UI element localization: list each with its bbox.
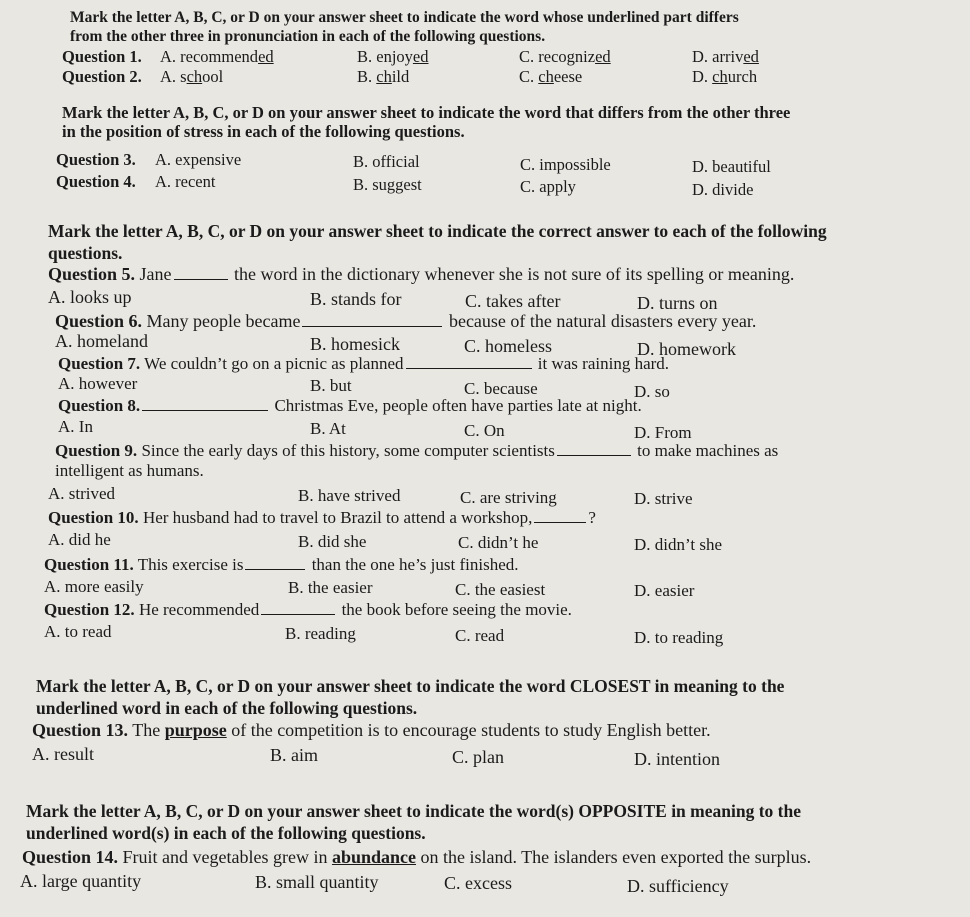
option-text: ool: [202, 67, 224, 86]
question-13: [32, 720, 711, 741]
question-text: He recommended: [138, 600, 260, 619]
q5-option-a: A. looks up: [48, 287, 132, 307]
q6-option-c: C. homeless: [464, 336, 552, 356]
option-text: urch: [727, 67, 758, 86]
q12-option-c: C. read: [455, 626, 505, 645]
q4-option-b: B. suggest: [353, 175, 422, 194]
question-11: [44, 555, 519, 575]
question-text: The: [132, 720, 161, 740]
question-4: [56, 172, 136, 192]
question-label: Question 2.: [62, 67, 142, 86]
question-text: because of the natural disasters every year.: [448, 311, 757, 331]
question-10: [48, 508, 596, 528]
q9-option-a: A. strived: [48, 484, 116, 503]
question-label: Question 1.: [62, 47, 142, 66]
question-text: the book before seeing the movie.: [341, 600, 572, 619]
q6-option-d: D. homework: [637, 339, 736, 359]
question-label: Question 12.: [44, 600, 135, 619]
answer-blank: [406, 367, 532, 369]
q14-option-a: A. large quantity: [20, 871, 142, 891]
underlined-word: purpose: [164, 720, 227, 740]
q11-option-c: C. the easiest: [455, 580, 546, 599]
question-label: Question 7.: [58, 354, 141, 373]
q7-option-a: A. however: [58, 374, 138, 393]
question-7: [58, 354, 669, 374]
q10-option-b: B. did she: [298, 532, 367, 551]
option-text: D.: [692, 67, 713, 86]
q10-option-c: C. didn’t he: [458, 533, 539, 552]
section2-instruction-line2: in the position of stress in each of the following questions.: [62, 122, 465, 141]
q10-option-a: A. did he: [48, 530, 111, 549]
q12-option-a: A. to read: [44, 622, 112, 641]
question-text: on the island. The islanders even exported the surplus.: [420, 847, 812, 867]
q3-option-b: B. official: [353, 152, 420, 171]
q4-option-d: D. divide: [692, 180, 754, 199]
question-label: Question 11.: [44, 555, 134, 574]
question-8: [58, 396, 642, 416]
underlined-part: ch: [712, 67, 728, 86]
underlined-part: ed: [595, 47, 611, 66]
section4-instruction-line1: Mark the letter A, B, C, or D on your answer sheet to indicate the word CLOSEST in meaning to the: [36, 676, 785, 696]
section1-instruction-line1: Mark the letter A, B, C, or D on your answer sheet to indicate the word whose underlined part differs: [70, 9, 739, 26]
q6-option-a: A. homeland: [55, 331, 148, 351]
question-text: Fruit and vegetables grew in: [122, 847, 328, 867]
q4-option-a: A. recent: [155, 172, 216, 191]
q9-option-b: B. have strived: [298, 486, 401, 505]
section5-instruction: [26, 800, 801, 844]
q1-option-b: [357, 47, 429, 67]
answer-blank: [261, 613, 335, 615]
question-text: ?: [588, 508, 596, 527]
section5-instruction-line1: Mark the letter A, B, C, or D on your answer sheet to indicate the word(s) OPPOSITE in meaning to the: [26, 801, 801, 821]
q10-option-d: D. didn’t she: [634, 535, 722, 554]
option-text: A. s: [160, 67, 187, 86]
option-text: ild: [391, 67, 410, 86]
answer-blank: [142, 409, 268, 411]
underlined-part: ch: [376, 67, 392, 86]
q8-option-b: B. At: [310, 419, 346, 438]
question-text: Her husband had to travel to Brazil to attend a workshop,: [142, 508, 533, 527]
question-text: Christmas Eve, people often have parties late at night.: [274, 396, 642, 415]
q13-option-a: A. result: [32, 744, 94, 764]
q8-option-c: C. On: [464, 421, 505, 440]
q4-option-c: C. apply: [520, 177, 576, 196]
question-text: than the one he’s just finished.: [311, 555, 519, 574]
question-12: [44, 600, 572, 620]
section1-instruction: [70, 8, 739, 46]
answer-blank: [245, 568, 305, 570]
option-text: C. recogniz: [519, 47, 596, 66]
option-text: B.: [357, 67, 377, 86]
section2-instruction: [62, 103, 790, 141]
question-label: Question 14.: [22, 847, 119, 867]
q8-option-a: A. In: [58, 417, 93, 436]
option-text: D. arriv: [692, 47, 744, 66]
q7-option-c: C. because: [464, 379, 538, 398]
q14-option-b: B. small quantity: [255, 872, 379, 892]
q11-option-a: A. more easily: [44, 577, 144, 596]
q13-option-b: B. aim: [270, 745, 318, 765]
question-text: This exercise is: [137, 555, 244, 574]
section3-instruction-line2: questions.: [48, 243, 123, 263]
underlined-part: ed: [412, 47, 429, 66]
question-label: Question 4.: [56, 172, 136, 191]
question-1: [62, 47, 142, 67]
underlined-part: ed: [743, 47, 759, 66]
q1-option-a: [160, 47, 274, 67]
q13-option-c: C. plan: [452, 747, 504, 767]
underlined-word: abundance: [331, 847, 417, 867]
q9-option-d: D. strive: [634, 489, 693, 508]
question-label: Question 6.: [55, 311, 143, 331]
section3-instruction-line1: Mark the letter A, B, C, or D on your answer sheet to indicate the correct answer to each of the following: [48, 221, 827, 241]
question-text: We couldn’t go on a picnic as planned: [144, 354, 404, 373]
question-3: [56, 150, 136, 170]
q8-option-d: D. From: [634, 423, 692, 442]
section3-instruction: [48, 220, 827, 264]
answer-blank: [534, 521, 586, 523]
q14-option-d: D. sufficiency: [627, 876, 729, 896]
question-label: Question 13.: [32, 720, 129, 740]
q2-option-b: [357, 67, 409, 87]
q14-option-c: C. excess: [444, 873, 512, 893]
q3-option-c: C. impossible: [520, 155, 611, 174]
option-text: B. enjoy: [357, 47, 413, 66]
question-label: Question 8.: [58, 396, 141, 415]
q7-option-b: B. but: [310, 376, 352, 395]
underlined-part: ed: [258, 47, 274, 66]
underlined-part: ch: [186, 67, 203, 86]
q9-option-c: C. are striving: [460, 488, 557, 507]
q6-option-b: B. homesick: [310, 334, 400, 354]
q13-option-d: D. intention: [634, 749, 720, 769]
question-5: [48, 264, 794, 285]
section5-instruction-line2: underlined word(s) in each of the following questions.: [26, 823, 426, 843]
section4-instruction: [36, 675, 784, 719]
q3-option-a: A. expensive: [155, 150, 242, 169]
question-label: Question 3.: [56, 150, 136, 169]
option-text: eese: [553, 67, 583, 86]
section4-instruction-line2: underlined word in each of the following questions.: [36, 698, 418, 718]
answer-blank: [174, 278, 228, 280]
question-text: to make machines as: [637, 441, 779, 460]
underlined-part: ch: [538, 67, 554, 86]
q7-option-d: D. so: [634, 382, 670, 401]
answer-blank: [557, 454, 631, 456]
q12-option-d: D. to reading: [634, 628, 724, 647]
section1-instruction-line2: from the other three in pronunciation in each of the following questions.: [70, 28, 546, 45]
question-9: [55, 441, 778, 461]
q1-option-c: [519, 47, 611, 67]
option-text: C.: [519, 67, 539, 86]
question-14: [22, 847, 811, 868]
q11-option-d: D. easier: [634, 581, 695, 600]
question-text: Many people became: [146, 311, 301, 331]
q2-option-c: [519, 67, 582, 87]
q2-option-a: [160, 67, 223, 87]
q5-option-b: B. stands for: [310, 289, 402, 309]
question-text: Since the early days of this history, some computer scientists: [141, 441, 555, 460]
section2-instruction-line1: Mark the letter A, B, C, or D on your answer sheet to indicate the word that differs from the other three: [62, 103, 791, 122]
question-text: it was raining hard.: [537, 354, 670, 373]
question-label: Question 5.: [48, 264, 136, 284]
q2-option-d: [692, 67, 757, 87]
question-label: Question 10.: [48, 508, 139, 527]
q12-option-b: B. reading: [285, 624, 356, 643]
question-label: Question 9.: [55, 441, 138, 460]
q5-option-c: C. takes after: [465, 291, 561, 311]
option-text: A. recommend: [160, 47, 259, 66]
q1-option-d: [692, 47, 759, 67]
q3-option-d: D. beautiful: [692, 157, 771, 176]
question-text: of the competition is to encourage students to study English better.: [231, 720, 711, 740]
q5-option-d: D. turns on: [637, 293, 718, 313]
question-text: the word in the dictionary whenever she is not sure of its spelling or meaning.: [234, 264, 795, 284]
q11-option-b: B. the easier: [288, 578, 373, 597]
question-9-line2: intelligent as humans.: [55, 461, 204, 480]
question-2: [62, 67, 142, 87]
question-text: Jane: [139, 264, 172, 284]
question-6: [55, 311, 756, 332]
answer-blank: [302, 325, 442, 327]
